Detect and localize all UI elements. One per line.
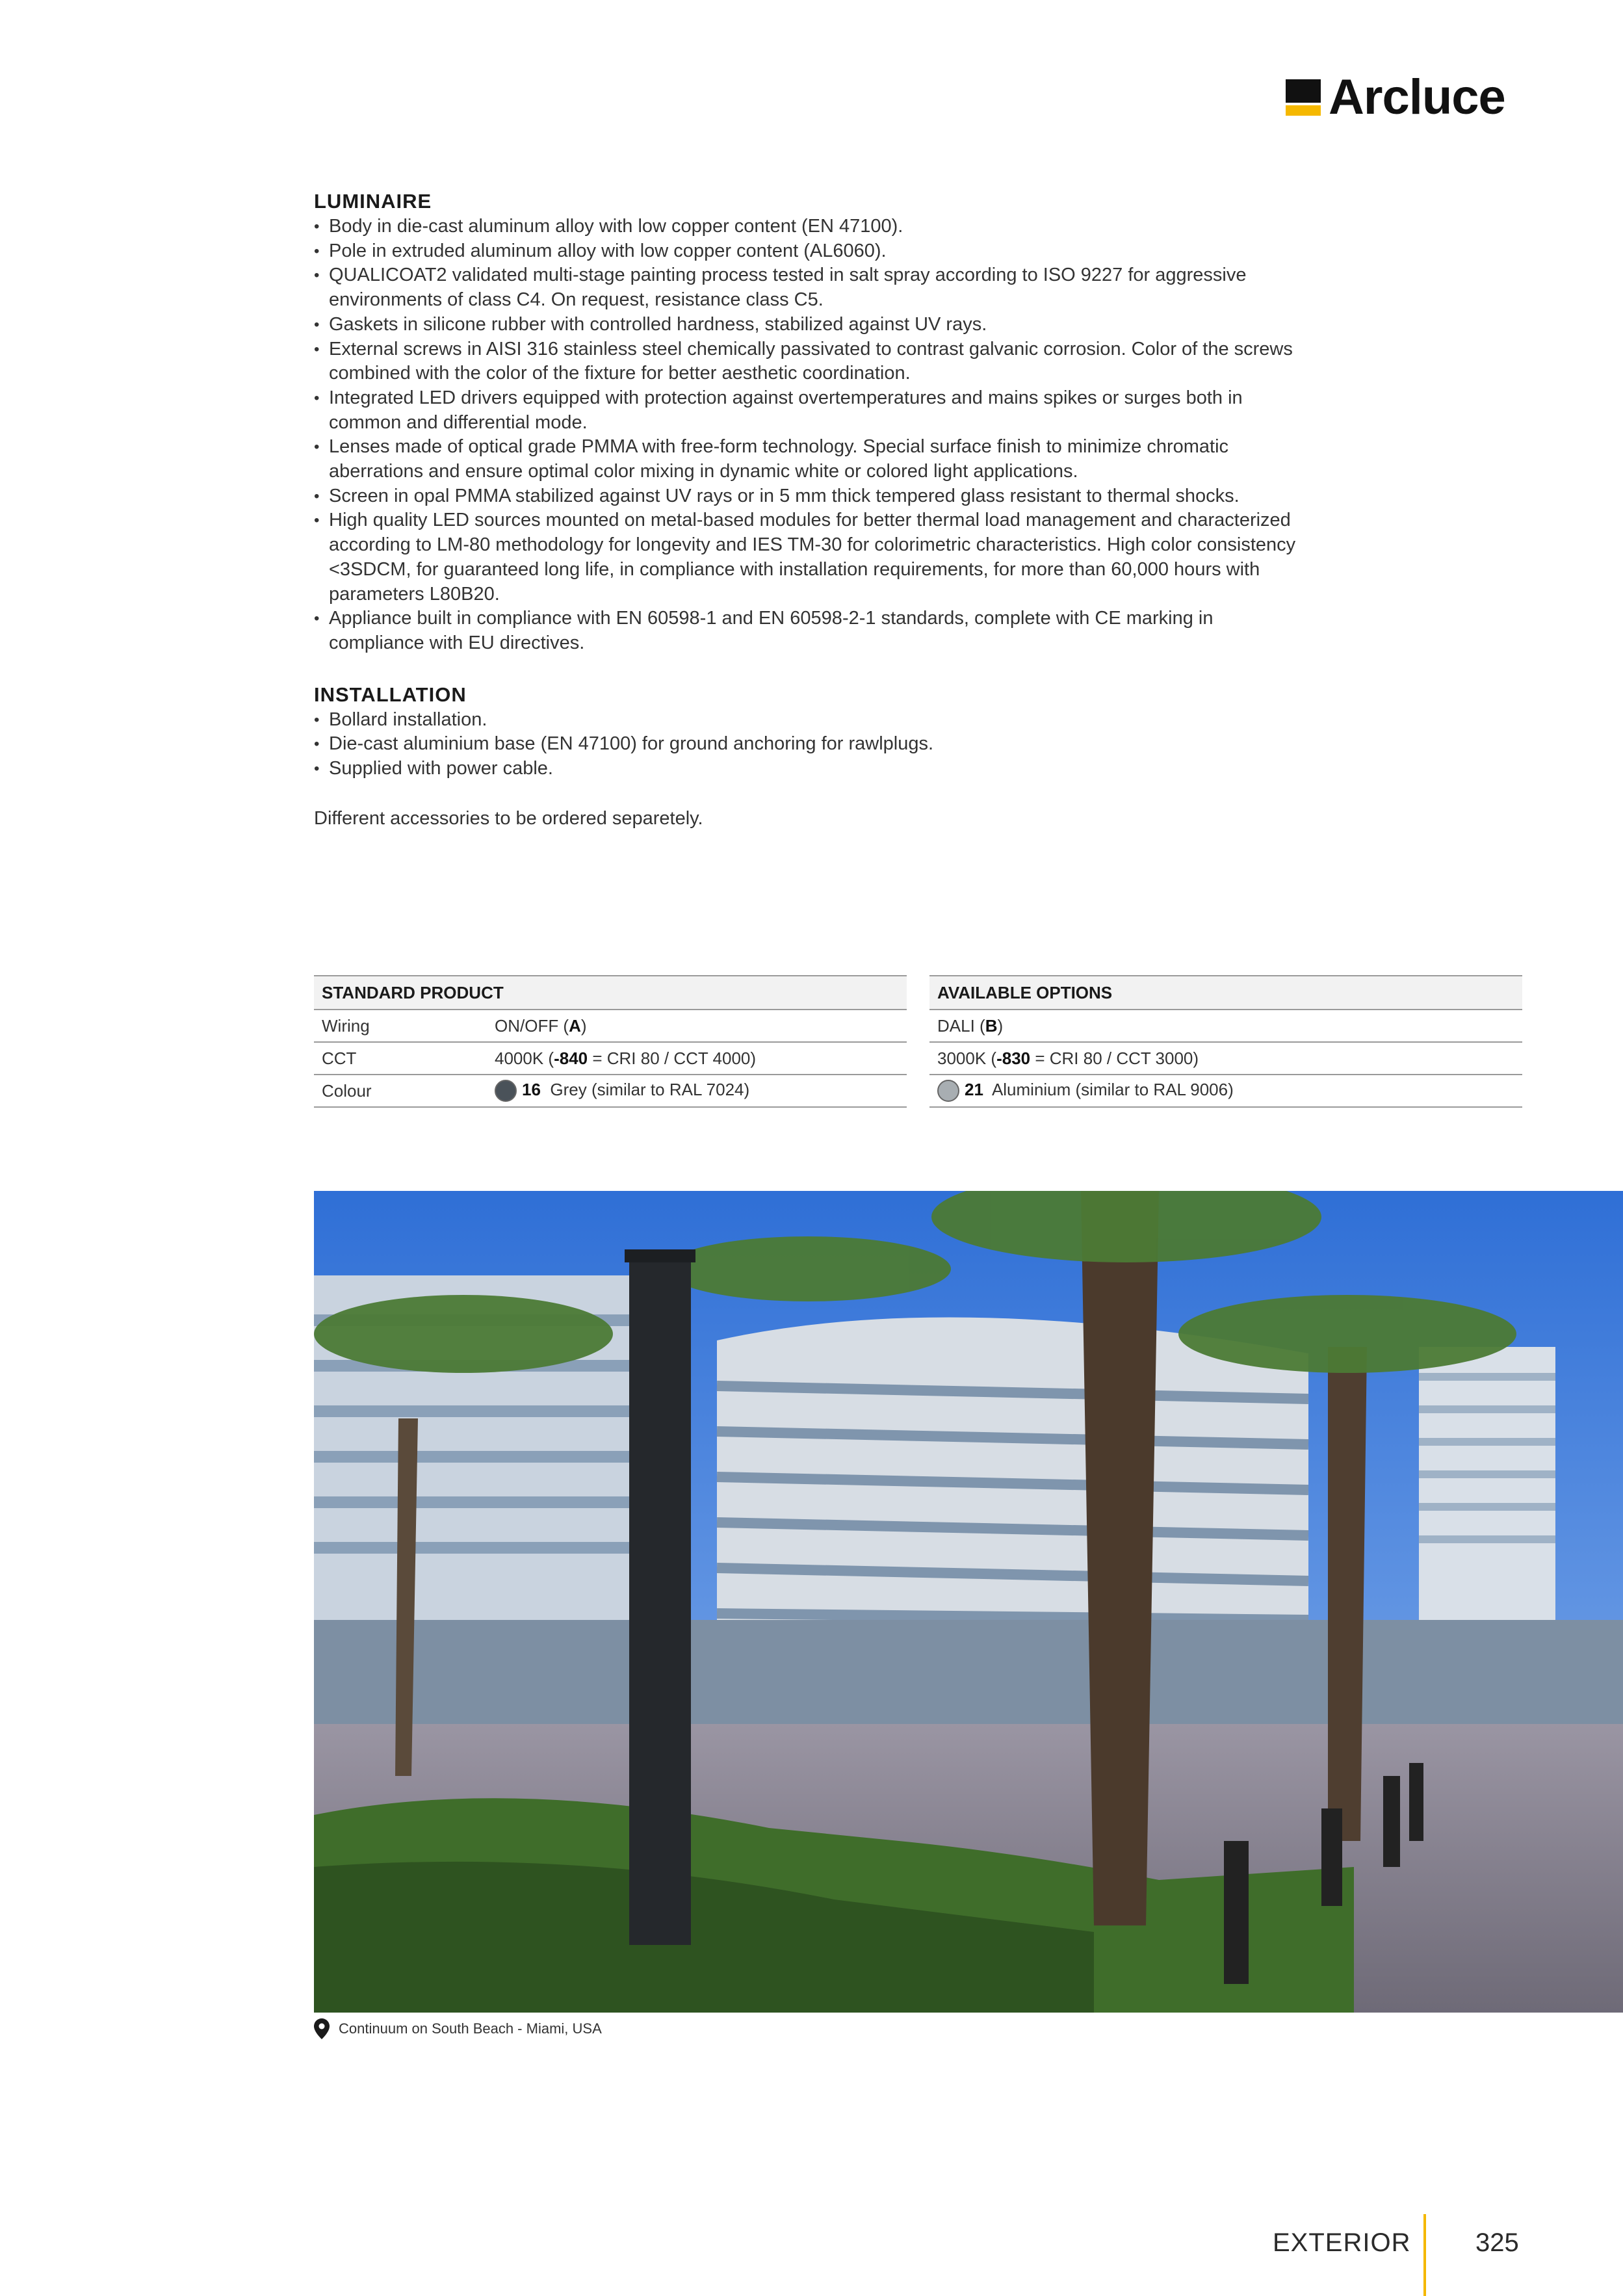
list-item: • Pole in extruded aluminum alloy with low copper content (AL6060). bbox=[314, 239, 1302, 264]
list-item: • External screws in AISI 316 stainless steel chemically passivated to contrast galvanic corrosion. Color of the screws combined with the color of the fixture for better aesthetic coordination. bbox=[314, 337, 1302, 386]
row-value: ON/OFF (A) bbox=[487, 1010, 907, 1042]
row-label: Colour bbox=[314, 1075, 487, 1107]
logo-mark-icon bbox=[1286, 79, 1321, 116]
table-row bbox=[314, 1075, 907, 1107]
row-label: Wiring bbox=[314, 1010, 487, 1042]
page-number: 325 bbox=[1475, 2228, 1519, 2257]
installation-photo bbox=[314, 1191, 1623, 2013]
list-item: • Screen in opal PMMA stabilized against UV rays or in 5 mm thick tempered glass resistant to thermal shocks. bbox=[314, 484, 1302, 509]
row-label: CCT bbox=[314, 1042, 487, 1075]
list-item: • Die-cast aluminium base (EN 47100) for ground anchoring for rawlplugs. bbox=[314, 732, 1302, 757]
list-item: • Bollard installation. bbox=[314, 708, 1302, 733]
footer-divider bbox=[1423, 2214, 1426, 2296]
list-item: • Appliance built in compliance with EN 60598-1 and EN 60598-2-1 standards, complete with CE marking in compliance with EU directives. bbox=[314, 607, 1302, 655]
table-header: AVAILABLE OPTIONS bbox=[929, 976, 1522, 1010]
brand-name: Arcluce bbox=[1329, 70, 1505, 125]
list-item: • Integrated LED drivers equipped with protection against overtemperatures and mains spikes or surges both in common and differential mode. bbox=[314, 386, 1302, 435]
row-value: 21 Aluminium (similar to RAL 9006) bbox=[929, 1075, 1522, 1107]
caption-text: Continuum on South Beach - Miami, USA bbox=[339, 2020, 602, 2037]
list-item: • Gaskets in silicone rubber with controlled hardness, stabilized against UV rays. bbox=[314, 313, 1302, 337]
brand-logo bbox=[1286, 70, 1505, 125]
luminaire-list bbox=[314, 215, 1302, 656]
photo-caption bbox=[314, 2018, 602, 2040]
luminaire-title: LUMINAIRE bbox=[314, 190, 432, 213]
table-row bbox=[314, 1042, 907, 1075]
table-header: STANDARD PRODUCT bbox=[314, 976, 907, 1010]
table-row bbox=[929, 1042, 1522, 1075]
description-content bbox=[314, 189, 1302, 831]
row-value: 3000K (-830 = CRI 80 / CCT 3000) bbox=[929, 1042, 1522, 1075]
footer-section: EXTERIOR bbox=[1273, 2228, 1411, 2257]
colour-swatch-icon bbox=[495, 1080, 517, 1102]
accessories-note: Different accessories to be ordered separetely. bbox=[314, 807, 703, 829]
table-row bbox=[929, 1010, 1522, 1042]
location-pin-icon bbox=[314, 2018, 330, 2039]
list-item: • Body in die-cast aluminum alloy with low copper content (EN 47100). bbox=[314, 215, 1302, 239]
installation-title: INSTALLATION bbox=[314, 683, 467, 706]
table-row bbox=[929, 1075, 1522, 1107]
list-item: • High quality LED sources mounted on metal-based modules for better thermal load management and characterized according to LM-80 methodology for longevity and IES TM-30 for colorimetric characteristics. High color consistency <3SDCM, for guaranteed long life, in compliance with installation requirements, for more than 60,000 hours with parameters L80B20. bbox=[314, 508, 1302, 607]
installation-list bbox=[314, 708, 1302, 781]
available-options-table bbox=[929, 975, 1522, 1108]
colour-swatch-icon bbox=[937, 1080, 959, 1102]
row-value: DALI (B) bbox=[929, 1010, 1522, 1042]
list-item: • Lenses made of optical grade PMMA with free-form technology. Special surface finish to minimize chromatic aberrations and ensure optimal color mixing in dynamic white or colored light applications. bbox=[314, 435, 1302, 484]
row-value: 16 Grey (similar to RAL 7024) bbox=[487, 1075, 907, 1107]
list-item: • QUALICOAT2 validated multi-stage painting process tested in salt spray according to ISO 9227 for aggressive environments of class C4. On request, resistance class C5. bbox=[314, 263, 1302, 312]
row-value: 4000K (-840 = CRI 80 / CCT 4000) bbox=[487, 1042, 907, 1075]
list-item: • Supplied with power cable. bbox=[314, 757, 1302, 781]
standard-product-table bbox=[314, 975, 907, 1108]
table-row bbox=[314, 1010, 907, 1042]
